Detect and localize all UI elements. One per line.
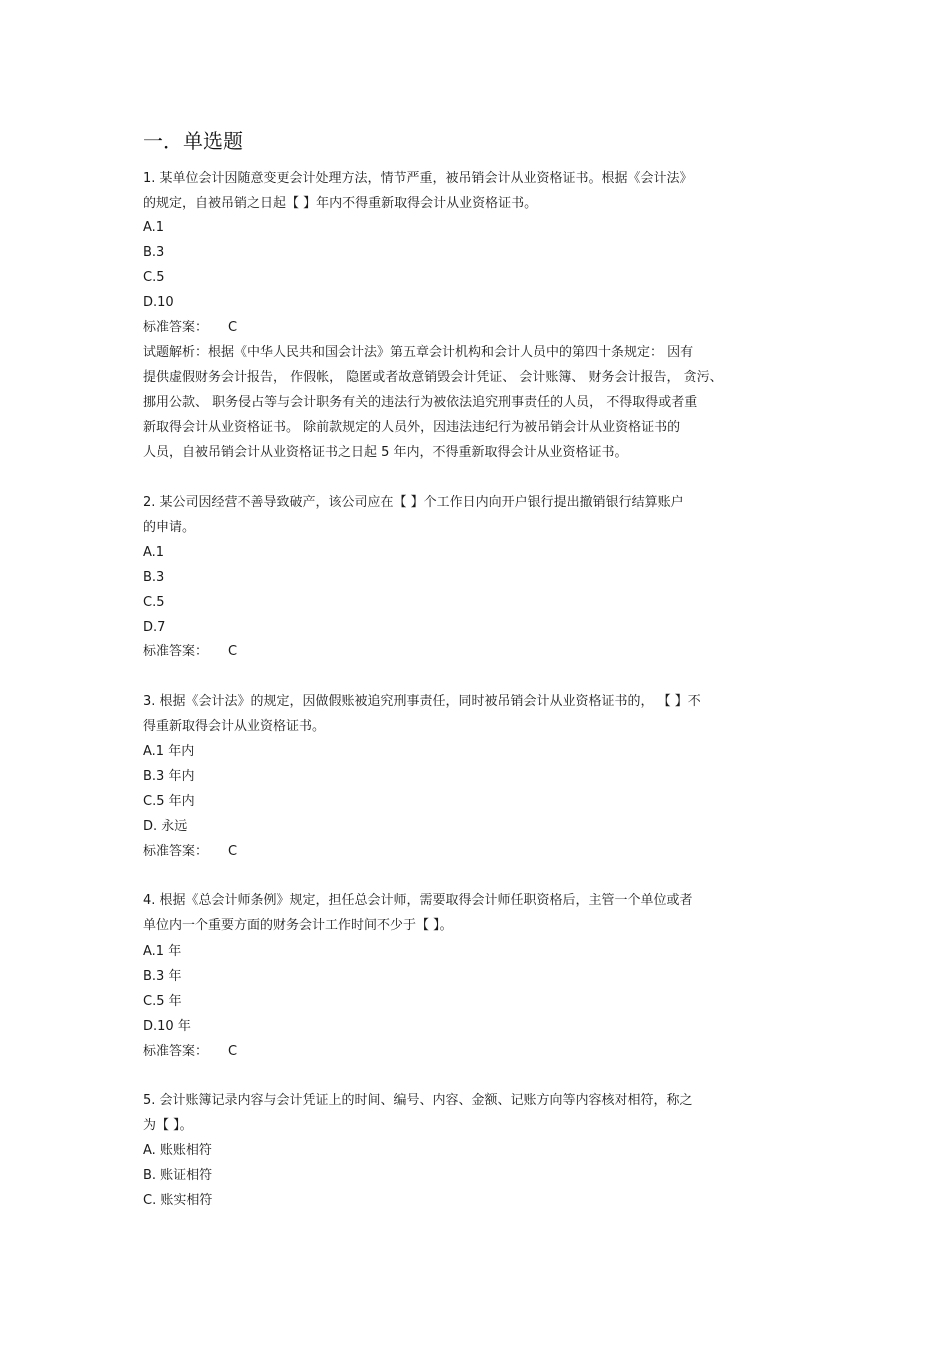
q3-option-a: A.1 年内	[143, 744, 195, 759]
q3-answer-line	[143, 843, 237, 861]
q1-analysis-line-5: 人员，自被吊销会计从业资格证书之日起 5 年内，不得重新取得会计从业资格证书。	[143, 445, 628, 460]
q1-stem-line-2: 的规定，自被吊销之日起【 】年内不得重新取得会计从业资格证书。	[143, 196, 538, 211]
q1-option-d: D.10	[143, 295, 174, 310]
q5-option-b: B. 账证相符	[143, 1168, 213, 1183]
q2-option-a: A.1	[143, 545, 165, 560]
q5-stem-line-1: 5. 会计账簿记录内容与会计凭证上的时间、编号、内容、金额、记账方向等内容核对相符，称之	[143, 1093, 693, 1108]
q1-option-a: A.1	[143, 220, 165, 235]
q1-answer-label: 标准答案：	[143, 320, 209, 335]
section-title: 一．单选题	[143, 129, 243, 153]
q4-option-c: C.5 年	[143, 994, 182, 1009]
q2-option-d: D.7	[143, 620, 166, 635]
q4-answer-value: C	[228, 1044, 238, 1059]
q4-option-d: D.10 年	[143, 1019, 191, 1034]
q2-stem-line-1: 2. 某公司因经营不善导致破产，该公司应在【 】个工作日内向开户银行提出撤销银行结算账户	[143, 495, 684, 510]
q1-option-b: B.3	[143, 245, 165, 260]
q2-answer-value: C	[228, 644, 238, 659]
q1-answer-line	[143, 319, 237, 337]
q5-option-a: A. 账账相符	[143, 1143, 212, 1158]
q5-stem-line-2: 为【 】。	[143, 1118, 193, 1133]
q1-analysis-line-3: 挪用公款、 职务侵占等与会计职务有关的违法行为被依法追究刑事责任的人员， 不得取得或者重	[143, 395, 698, 410]
q1-analysis-line-4: 新取得会计从业资格证书。 除前款规定的人员外，因违法违纪行为被吊销会计从业资格证书的	[143, 420, 681, 435]
q4-option-b: B.3 年	[143, 969, 182, 984]
q2-answer-line	[143, 643, 237, 661]
q3-answer-value: C	[228, 844, 238, 859]
q3-answer-label: 标准答案：	[143, 844, 209, 859]
q4-option-a: A.1 年	[143, 944, 182, 959]
q1-option-c: C.5	[143, 270, 165, 285]
q2-stem-line-2: 的申请。	[143, 520, 196, 535]
q3-option-b: B.3 年内	[143, 769, 195, 784]
q2-option-c: C.5	[143, 595, 165, 610]
q4-stem-line-1: 4. 根据《总会计师条例》规定，担任总会计师，需要取得会计师任职资格后，主管一个单位或者	[143, 893, 693, 908]
q2-answer-label: 标准答案：	[143, 644, 209, 659]
q5-option-c: C. 账实相符	[143, 1193, 213, 1208]
q1-analysis-line-2: 提供虚假财务会计报告， 作假帐， 隐匿或者故意销毁会计凭证、 会计账簿、 财务会计报告， 贪污、	[143, 370, 723, 385]
q1-answer-value: C	[228, 320, 238, 335]
q3-stem-line-1: 3. 根据《会计法》的规定，因做假账被追究刑事责任，同时被吊销会计从业资格证书的， 【 】不	[143, 694, 701, 709]
q3-stem-line-2: 得重新取得会计从业资格证书。	[143, 719, 326, 734]
q2-option-b: B.3	[143, 570, 165, 585]
q4-stem-line-2: 单位内一个重要方面的财务会计工作时间不少于【 】。	[143, 918, 453, 933]
q4-answer-line	[143, 1043, 237, 1061]
q1-stem-line-1: 1. 某单位会计因随意变更会计处理方法，情节严重，被吊销会计从业资格证书。根据《会计法》	[143, 171, 693, 186]
q4-answer-label: 标准答案：	[143, 1044, 209, 1059]
q1-analysis-line-1: 试题解析：根据《中华人民共和国会计法》第五章会计机构和会计人员中的第四十条规定： 因有	[143, 345, 694, 360]
q3-option-c: C.5 年内	[143, 794, 195, 809]
q3-option-d: D. 永远	[143, 819, 188, 834]
